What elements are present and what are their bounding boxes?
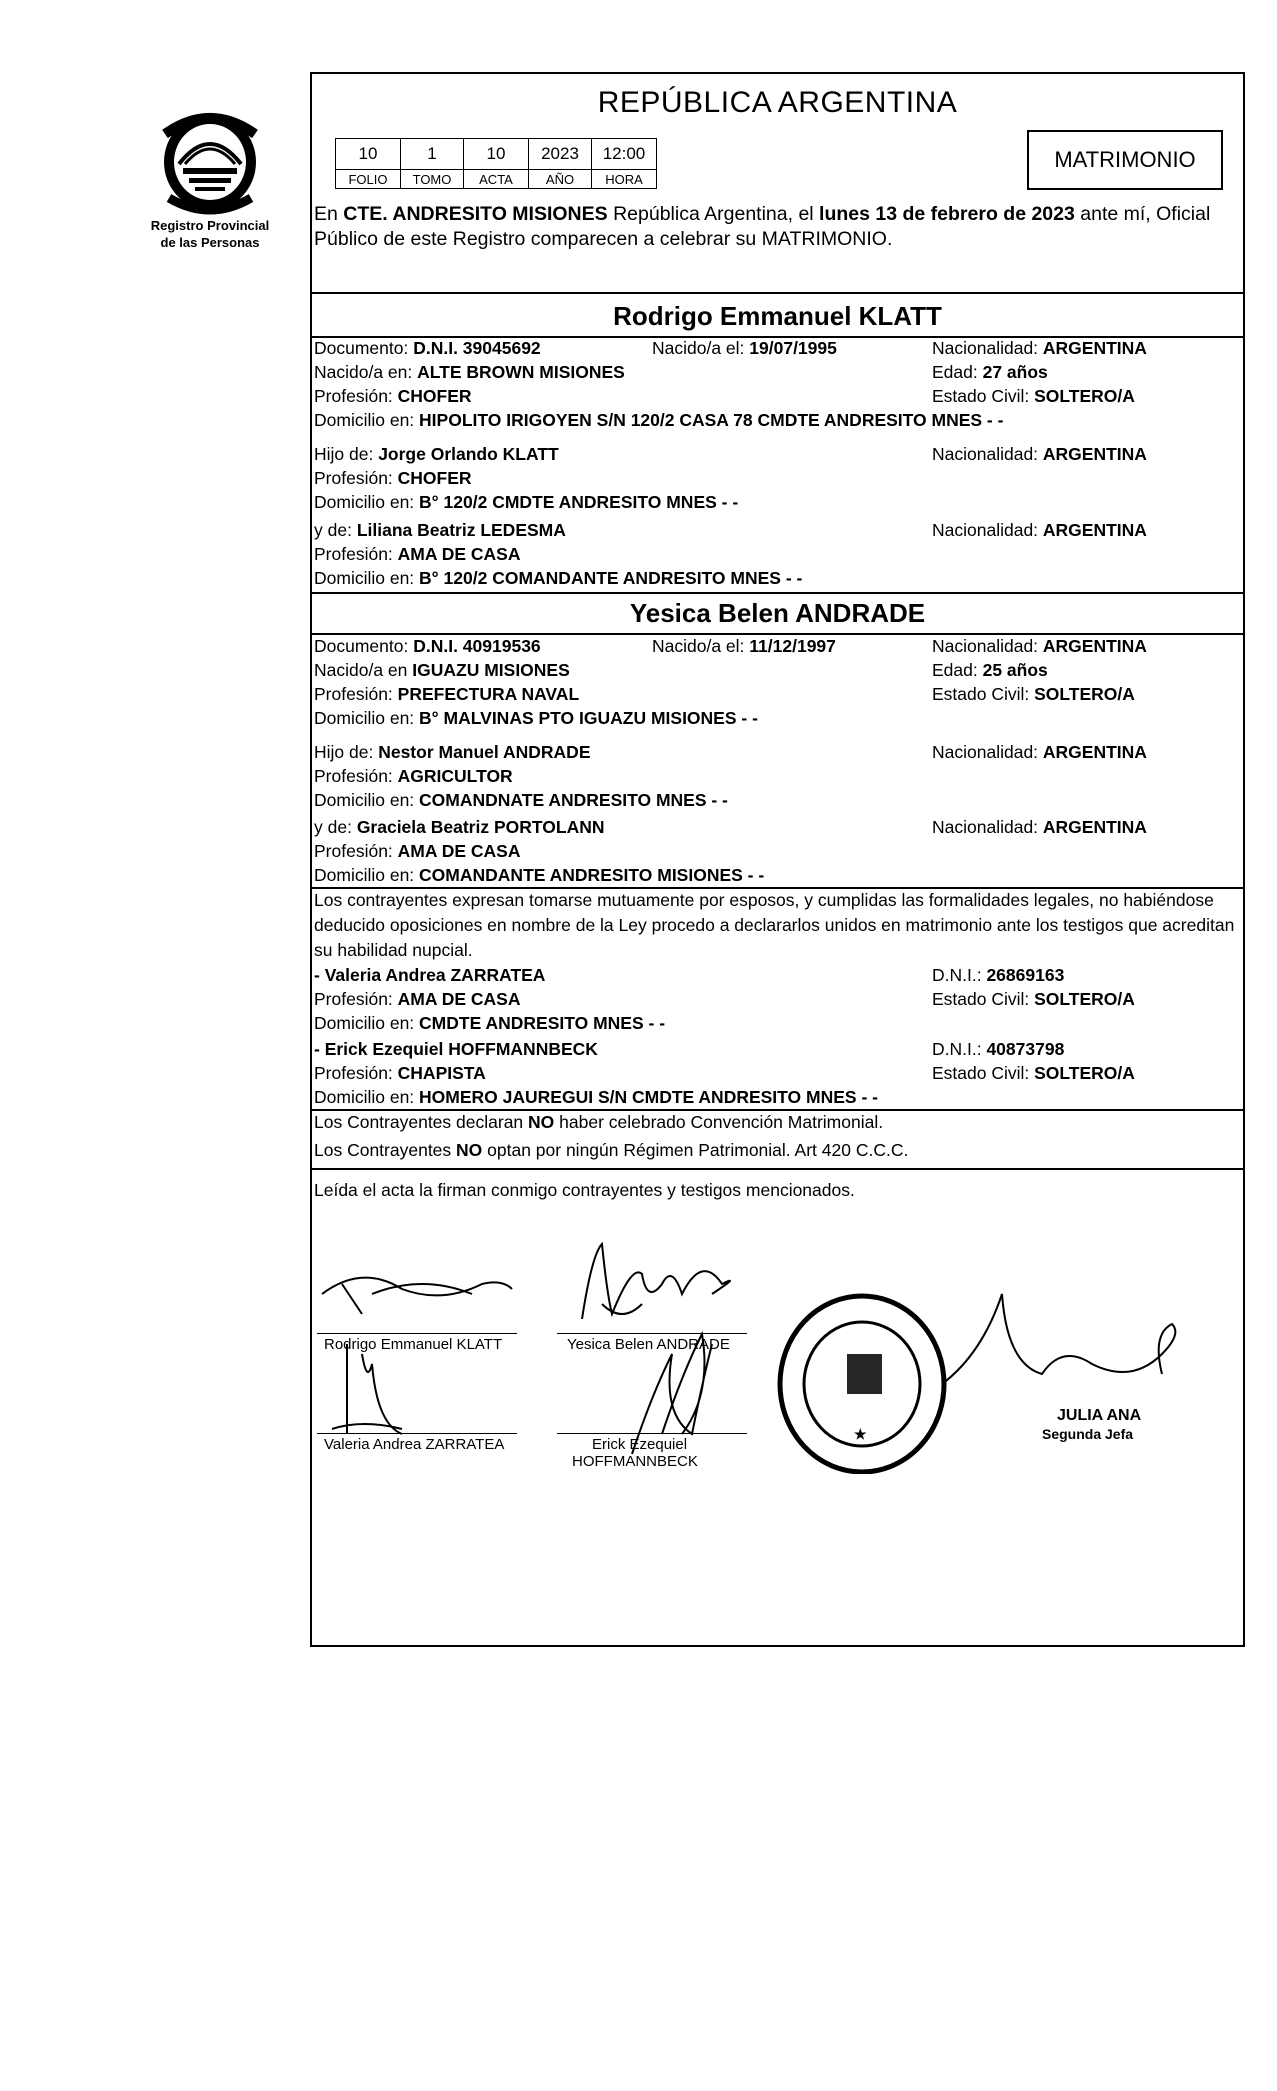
anio-value: 2023: [529, 139, 592, 170]
hora-label: HORA: [592, 170, 657, 189]
province-coat-of-arms-icon: [155, 104, 265, 216]
folio-label: FOLIO: [336, 170, 401, 189]
spouse2-birthplace: Nacido/a en IGUAZU MISIONES: [314, 660, 570, 680]
signature-line: [317, 1333, 517, 1334]
handwritten-signature-andrade: [582, 1244, 730, 1319]
officer-name: JULIA ANA: [1057, 1407, 1142, 1424]
record-reference-table: [335, 138, 657, 189]
handwritten-signature-klatt: [322, 1278, 512, 1314]
witness2-address: Domicilio en: HOMERO JAUREGUI S/N CMDTE ANDRESITO MNES - -: [314, 1087, 878, 1107]
divider: [312, 292, 1243, 294]
spouse1-father-address: Domicilio en: B° 120/2 CMDTE ANDRESITO MNES - -: [314, 492, 739, 512]
spouse2-age: Edad: 25 años: [932, 660, 1048, 680]
svg-text:★: ★: [854, 1426, 867, 1442]
signature-label-klatt: Rodrigo Emmanuel KLATT: [324, 1336, 503, 1353]
logo-caption-line-2: de las Personas: [160, 235, 260, 250]
witness1-civil-status: Estado Civil: SOLTERO/A: [932, 989, 1135, 1009]
witness2-civil-status: Estado Civil: SOLTERO/A: [932, 1063, 1135, 1083]
spouse2-mother-profession: Profesión: AMA DE CASA: [314, 841, 521, 861]
spouse2-father-address: Domicilio en: COMANDNATE ANDRESITO MNES - -: [314, 790, 728, 810]
signature-label-hoffmannbeck-2: HOFFMANNBECK: [572, 1453, 698, 1470]
spouse1-name: Rodrigo Emmanuel KLATT: [613, 301, 942, 331]
marriage-record-frame: [310, 72, 1245, 1647]
intro-date: lunes 13 de febrero de 2023: [819, 203, 1075, 225]
spouse2-nationality: Nacionalidad: ARGENTINA: [932, 636, 1147, 656]
official-seal-stamp: [780, 1296, 944, 1472]
declaration-paragraph: Los contrayentes expresan tomarse mutuamente por esposos, y cumplidas las formalidades legales, no habiéndose deducido oposiciones en nombre de la Ley procedo a declararlos unidos en matrimonio ante los testigos que acreditan su habilidad nupcial.: [314, 890, 1235, 960]
anio-label: AÑO: [529, 170, 592, 189]
signature-line: [557, 1333, 747, 1334]
divider: [312, 1168, 1243, 1170]
spouse2-birthdate: Nacido/a el: 11/12/1997: [652, 636, 836, 656]
spouse2-name: Yesica Belen ANDRADE: [629, 598, 926, 628]
spouse2-civil-status: Estado Civil: SOLTERO/A: [932, 684, 1135, 704]
spouse2-father-profession: Profesión: AGRICULTOR: [314, 766, 513, 786]
spouse1-profession: Profesión: CHOFER: [314, 386, 472, 406]
spouse2-address: Domicilio en: B° MALVINAS PTO IGUAZU MISIONES - -: [314, 708, 758, 728]
spouse1-age: Edad: 27 años: [932, 362, 1048, 382]
intro-place: CTE. ANDRESITO MISIONES: [343, 203, 608, 225]
folio-value: 10: [336, 139, 401, 170]
spouse1-mother: y de: Liliana Beatriz LEDESMA: [314, 520, 566, 540]
tomo-value: 1: [401, 139, 464, 170]
witness2-profession: Profesión: CHAPISTA: [314, 1063, 486, 1083]
spouse1-nationality: Nacionalidad: ARGENTINA: [932, 338, 1147, 358]
spouse1-document: Documento: D.N.I. 39045692: [314, 338, 541, 358]
document-type-box: MATRIMONIO: [1027, 130, 1223, 190]
witness1-name: - Valeria Andrea ZARRATEA: [314, 965, 546, 985]
spouse1-birthplace: Nacido/a en: ALTE BROWN MISIONES: [314, 362, 625, 382]
spouse1-mother-profession: Profesión: AMA DE CASA: [314, 544, 521, 564]
logo-caption-line-1: Registro Provincial: [150, 218, 270, 233]
spouse1-father: Hijo de: Jorge Orlando KLATT: [314, 444, 559, 464]
spouse1-mother-nationality: Nacionalidad: ARGENTINA: [932, 520, 1147, 540]
spouse2-father: Hijo de: Nestor Manuel ANDRADE: [314, 742, 591, 762]
regime-line-1: Los Contrayentes declaran NO haber celebrado Convención Matrimonial.: [314, 1112, 884, 1132]
signature-line: [557, 1433, 747, 1434]
signature-label-hoffmannbeck-1: Erick Ezequiel: [592, 1436, 688, 1453]
witness1-profession: Profesión: AMA DE CASA: [314, 989, 521, 1009]
closing-text: Leída el acta la firman conmigo contrayentes y testigos mencionados.: [314, 1180, 855, 1200]
spouse2-document: Documento: D.N.I. 40919536: [314, 636, 541, 656]
acta-label: ACTA: [464, 170, 529, 189]
regime-line-2: Los Contrayentes NO optan por ningún Régimen Patrimonial. Art 420 C.C.C.: [314, 1140, 909, 1160]
spouse2-mother-nationality: Nacionalidad: ARGENTINA: [932, 817, 1147, 837]
registry-logo: [135, 104, 285, 250]
spouse2-profession: Profesión: PREFECTURA NAVAL: [314, 684, 580, 704]
divider: [312, 592, 1243, 594]
signature-label-andrade: Yesica Belen ANDRADE: [567, 1336, 730, 1353]
signature-line: [317, 1433, 517, 1434]
spouse1-address: Domicilio en: HIPOLITO IRIGOYEN S/N 120/2 CASA 78 CMDTE ANDRESITO MNES - -: [314, 410, 1004, 430]
spouse2-mother-address: Domicilio en: COMANDANTE ANDRESITO MISIONES - -: [314, 865, 765, 885]
witness1-address: Domicilio en: CMDTE ANDRESITO MNES - -: [314, 1013, 666, 1033]
officer-title: Segunda Jefa: [1042, 1426, 1134, 1442]
spouse1-civil-status: Estado Civil: SOLTERO/A: [932, 386, 1135, 406]
witness1-dni: D.N.I.: 26869163: [932, 965, 1065, 985]
handwritten-signature-zarratea: [332, 1344, 402, 1434]
handwritten-signature-officer: [942, 1294, 1175, 1384]
spouse2-mother: y de: Graciela Beatriz PORTOLANN: [314, 817, 605, 837]
spouse1-father-profession: Profesión: CHOFER: [314, 468, 472, 488]
spouse2-father-nationality: Nacionalidad: ARGENTINA: [932, 742, 1147, 762]
tomo-label: TOMO: [401, 170, 464, 189]
witness2-name: - Erick Ezequiel HOFFMANNBECK: [314, 1039, 598, 1059]
witness2-dni: D.N.I.: 40873798: [932, 1039, 1065, 1059]
country-title: REPÚBLICA ARGENTINA: [597, 86, 958, 119]
acta-value: 10: [464, 139, 529, 170]
spouse1-father-nationality: Nacionalidad: ARGENTINA: [932, 444, 1147, 464]
spouse1-mother-address: Domicilio en: B° 120/2 COMANDANTE ANDRESITO MNES - -: [314, 568, 803, 588]
signature-label-zarratea: Valeria Andrea ZARRATEA: [324, 1436, 505, 1453]
spouse1-birthdate: Nacido/a el: 19/07/1995: [652, 338, 837, 358]
intro-paragraph: En CTE. ANDRESITO MISIONES República Argentina, el lunes 13 de febrero de 2023 ante mí, Oficial Público de este Registro comparecen a celebrar su MATRIMONIO.: [314, 203, 1211, 250]
hora-value: 12:00: [592, 139, 657, 170]
